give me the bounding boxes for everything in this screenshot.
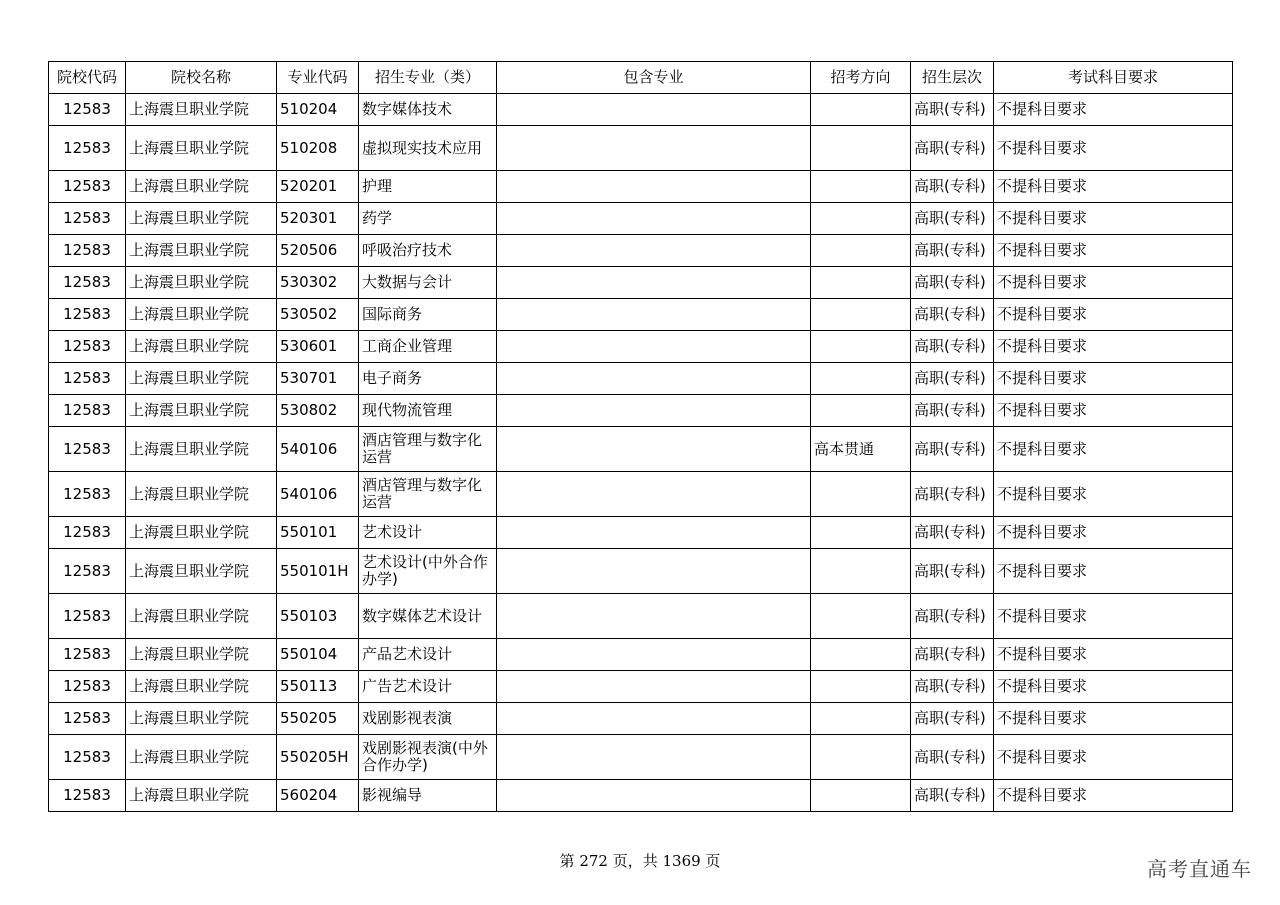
- school-name-cell: 上海震旦职业学院: [126, 235, 277, 267]
- included-majors-cell: [497, 703, 811, 735]
- included-majors-cell: [497, 472, 811, 517]
- requirement-cell: 不提科目要求: [994, 517, 1233, 549]
- school-name-cell: 上海震旦职业学院: [126, 395, 277, 427]
- school-code-cell: 12583: [49, 126, 126, 171]
- major-code-cell: 520201: [277, 171, 359, 203]
- school-code-cell: 12583: [49, 171, 126, 203]
- major-cell: 广告艺术设计: [359, 671, 497, 703]
- table-row: [49, 94, 1233, 126]
- table-row: [49, 735, 1233, 780]
- requirement-cell: 不提科目要求: [994, 299, 1233, 331]
- direction-cell: [811, 395, 911, 427]
- level-cell: 高职(专科): [911, 363, 994, 395]
- school-code-cell: 12583: [49, 594, 126, 639]
- included-majors-cell: [497, 780, 811, 812]
- requirement-cell: 不提科目要求: [994, 171, 1233, 203]
- included-majors-cell: [497, 594, 811, 639]
- major-cell: 产品艺术设计: [359, 639, 497, 671]
- included-majors-cell: [497, 203, 811, 235]
- table-row: [49, 171, 1233, 203]
- direction-cell: [811, 299, 911, 331]
- major-cell: 大数据与会计: [359, 267, 497, 299]
- major-code-cell: 530502: [277, 299, 359, 331]
- major-code-cell: 550104: [277, 639, 359, 671]
- school-name-cell: 上海震旦职业学院: [126, 299, 277, 331]
- requirement-cell: 不提科目要求: [994, 780, 1233, 812]
- watermark: 高考直通车: [1147, 857, 1252, 881]
- direction-cell: [811, 517, 911, 549]
- major-code-cell: 510208: [277, 126, 359, 171]
- school-name-cell: 上海震旦职业学院: [126, 427, 277, 472]
- level-cell: 高职(专科): [911, 735, 994, 780]
- school-name-cell: 上海震旦职业学院: [126, 703, 277, 735]
- table-row: [49, 299, 1233, 331]
- school-code-cell: 12583: [49, 299, 126, 331]
- requirement-cell: 不提科目要求: [994, 472, 1233, 517]
- school-name-cell: 上海震旦职业学院: [126, 735, 277, 780]
- level-cell: 高职(专科): [911, 639, 994, 671]
- school-code-cell: 12583: [49, 395, 126, 427]
- direction-cell: [811, 126, 911, 171]
- header-included-majors: 包含专业: [497, 62, 811, 94]
- header-major: 招生专业（类）: [359, 62, 497, 94]
- school-code-cell: 12583: [49, 780, 126, 812]
- included-majors-cell: [497, 235, 811, 267]
- table-row: [49, 235, 1233, 267]
- school-code-cell: 12583: [49, 639, 126, 671]
- major-code-cell: 550101H: [277, 549, 359, 594]
- direction-cell: [811, 639, 911, 671]
- direction-cell: [811, 703, 911, 735]
- included-majors-cell: [497, 549, 811, 594]
- major-code-cell: 520301: [277, 203, 359, 235]
- included-majors-cell: [497, 639, 811, 671]
- table-row: [49, 703, 1233, 735]
- table-row: [49, 639, 1233, 671]
- major-code-cell: 540106: [277, 427, 359, 472]
- included-majors-cell: [497, 331, 811, 363]
- requirement-cell: 不提科目要求: [994, 427, 1233, 472]
- level-cell: 高职(专科): [911, 171, 994, 203]
- school-name-cell: 上海震旦职业学院: [126, 331, 277, 363]
- major-cell: 电子商务: [359, 363, 497, 395]
- requirement-cell: 不提科目要求: [994, 594, 1233, 639]
- major-cell: 药学: [359, 203, 497, 235]
- school-name-cell: 上海震旦职业学院: [126, 203, 277, 235]
- direction-cell: [811, 671, 911, 703]
- direction-cell: [811, 549, 911, 594]
- requirement-cell: 不提科目要求: [994, 549, 1233, 594]
- school-name-cell: 上海震旦职业学院: [126, 780, 277, 812]
- direction-cell: [811, 203, 911, 235]
- level-cell: 高职(专科): [911, 395, 994, 427]
- included-majors-cell: [497, 517, 811, 549]
- major-code-cell: 520506: [277, 235, 359, 267]
- requirement-cell: 不提科目要求: [994, 331, 1233, 363]
- major-code-cell: 530802: [277, 395, 359, 427]
- major-cell: 呼吸治疗技术: [359, 235, 497, 267]
- level-cell: 高职(专科): [911, 299, 994, 331]
- school-code-cell: 12583: [49, 235, 126, 267]
- table-row: [49, 594, 1233, 639]
- school-name-cell: 上海震旦职业学院: [126, 363, 277, 395]
- table-row: [49, 203, 1233, 235]
- requirement-cell: 不提科目要求: [994, 703, 1233, 735]
- school-code-cell: 12583: [49, 517, 126, 549]
- direction-cell: [811, 780, 911, 812]
- direction-cell: [811, 331, 911, 363]
- requirement-cell: 不提科目要求: [994, 395, 1233, 427]
- school-code-cell: 12583: [49, 472, 126, 517]
- requirement-cell: 不提科目要求: [994, 639, 1233, 671]
- school-code-cell: 12583: [49, 427, 126, 472]
- table-row: [49, 549, 1233, 594]
- major-cell: 酒店管理与数字化运营: [359, 427, 497, 472]
- header-row: [49, 62, 1233, 94]
- table-row: [49, 517, 1233, 549]
- major-cell: 国际商务: [359, 299, 497, 331]
- direction-cell: [811, 267, 911, 299]
- level-cell: 高职(专科): [911, 94, 994, 126]
- major-code-cell: 550101: [277, 517, 359, 549]
- level-cell: 高职(专科): [911, 235, 994, 267]
- table-row: [49, 780, 1233, 812]
- included-majors-cell: [497, 735, 811, 780]
- direction-cell: [811, 94, 911, 126]
- major-code-cell: 510204: [277, 94, 359, 126]
- major-cell: 戏剧影视表演: [359, 703, 497, 735]
- included-majors-cell: [497, 363, 811, 395]
- table-row: [49, 331, 1233, 363]
- school-code-cell: 12583: [49, 735, 126, 780]
- major-cell: 工商企业管理: [359, 331, 497, 363]
- school-name-cell: 上海震旦职业学院: [126, 671, 277, 703]
- level-cell: 高职(专科): [911, 267, 994, 299]
- major-cell: 数字媒体艺术设计: [359, 594, 497, 639]
- level-cell: 高职(专科): [911, 126, 994, 171]
- major-cell: 影视编导: [359, 780, 497, 812]
- major-code-cell: 550205: [277, 703, 359, 735]
- header-school-code: 院校代码: [49, 62, 126, 94]
- header-major-code: 专业代码: [277, 62, 359, 94]
- included-majors-cell: [497, 126, 811, 171]
- major-cell: 艺术设计: [359, 517, 497, 549]
- school-code-cell: 12583: [49, 331, 126, 363]
- table-row: [49, 671, 1233, 703]
- included-majors-cell: [497, 395, 811, 427]
- requirement-cell: 不提科目要求: [994, 671, 1233, 703]
- included-majors-cell: [497, 427, 811, 472]
- major-code-cell: 550113: [277, 671, 359, 703]
- school-name-cell: 上海震旦职业学院: [126, 639, 277, 671]
- major-code-cell: 530302: [277, 267, 359, 299]
- direction-cell: [811, 363, 911, 395]
- level-cell: 高职(专科): [911, 517, 994, 549]
- requirement-cell: 不提科目要求: [994, 735, 1233, 780]
- page-number: 第 272 页，共 1369 页: [559, 852, 721, 870]
- major-cell: 酒店管理与数字化运营: [359, 472, 497, 517]
- major-cell: 虚拟现实技术应用: [359, 126, 497, 171]
- included-majors-cell: [497, 94, 811, 126]
- level-cell: 高职(专科): [911, 203, 994, 235]
- major-cell: 戏剧影视表演(中外合作办学): [359, 735, 497, 780]
- school-code-cell: 12583: [49, 203, 126, 235]
- admissions-table: [48, 61, 1233, 812]
- table-row: [49, 363, 1233, 395]
- school-code-cell: 12583: [49, 671, 126, 703]
- school-name-cell: 上海震旦职业学院: [126, 594, 277, 639]
- major-cell: 艺术设计(中外合作办学): [359, 549, 497, 594]
- major-cell: 现代物流管理: [359, 395, 497, 427]
- level-cell: 高职(专科): [911, 594, 994, 639]
- table-row: [49, 395, 1233, 427]
- header-level: 招生层次: [911, 62, 994, 94]
- requirement-cell: 不提科目要求: [994, 235, 1233, 267]
- school-name-cell: 上海震旦职业学院: [126, 549, 277, 594]
- major-code-cell: 550103: [277, 594, 359, 639]
- major-code-cell: 560204: [277, 780, 359, 812]
- header-school-name: 院校名称: [126, 62, 277, 94]
- table-row: [49, 472, 1233, 517]
- major-code-cell: 540106: [277, 472, 359, 517]
- school-name-cell: 上海震旦职业学院: [126, 171, 277, 203]
- school-name-cell: 上海震旦职业学院: [126, 472, 277, 517]
- direction-cell: [811, 235, 911, 267]
- level-cell: 高职(专科): [911, 549, 994, 594]
- level-cell: 高职(专科): [911, 331, 994, 363]
- school-code-cell: 12583: [49, 94, 126, 126]
- school-name-cell: 上海震旦职业学院: [126, 267, 277, 299]
- requirement-cell: 不提科目要求: [994, 203, 1233, 235]
- included-majors-cell: [497, 299, 811, 331]
- direction-cell: [811, 171, 911, 203]
- major-code-cell: 550205H: [277, 735, 359, 780]
- school-name-cell: 上海震旦职业学院: [126, 126, 277, 171]
- school-name-cell: 上海震旦职业学院: [126, 94, 277, 126]
- requirement-cell: 不提科目要求: [994, 126, 1233, 171]
- included-majors-cell: [497, 671, 811, 703]
- direction-cell: [811, 594, 911, 639]
- school-code-cell: 12583: [49, 703, 126, 735]
- requirement-cell: 不提科目要求: [994, 363, 1233, 395]
- direction-cell: 高本贯通: [811, 427, 911, 472]
- direction-cell: [811, 735, 911, 780]
- level-cell: 高职(专科): [911, 427, 994, 472]
- level-cell: 高职(专科): [911, 703, 994, 735]
- major-code-cell: 530701: [277, 363, 359, 395]
- school-code-cell: 12583: [49, 549, 126, 594]
- included-majors-cell: [497, 267, 811, 299]
- included-majors-cell: [497, 171, 811, 203]
- table-row: [49, 427, 1233, 472]
- requirement-cell: 不提科目要求: [994, 94, 1233, 126]
- table-row: [49, 267, 1233, 299]
- major-cell: 护理: [359, 171, 497, 203]
- requirement-cell: 不提科目要求: [994, 267, 1233, 299]
- table-row: [49, 126, 1233, 171]
- header-direction: 招考方向: [811, 62, 911, 94]
- table-body: [49, 94, 1233, 812]
- level-cell: 高职(专科): [911, 671, 994, 703]
- header-requirement: 考试科目要求: [994, 62, 1233, 94]
- major-cell: 数字媒体技术: [359, 94, 497, 126]
- major-code-cell: 530601: [277, 331, 359, 363]
- level-cell: 高职(专科): [911, 780, 994, 812]
- level-cell: 高职(专科): [911, 472, 994, 517]
- school-code-cell: 12583: [49, 267, 126, 299]
- school-code-cell: 12583: [49, 363, 126, 395]
- school-name-cell: 上海震旦职业学院: [126, 517, 277, 549]
- direction-cell: [811, 472, 911, 517]
